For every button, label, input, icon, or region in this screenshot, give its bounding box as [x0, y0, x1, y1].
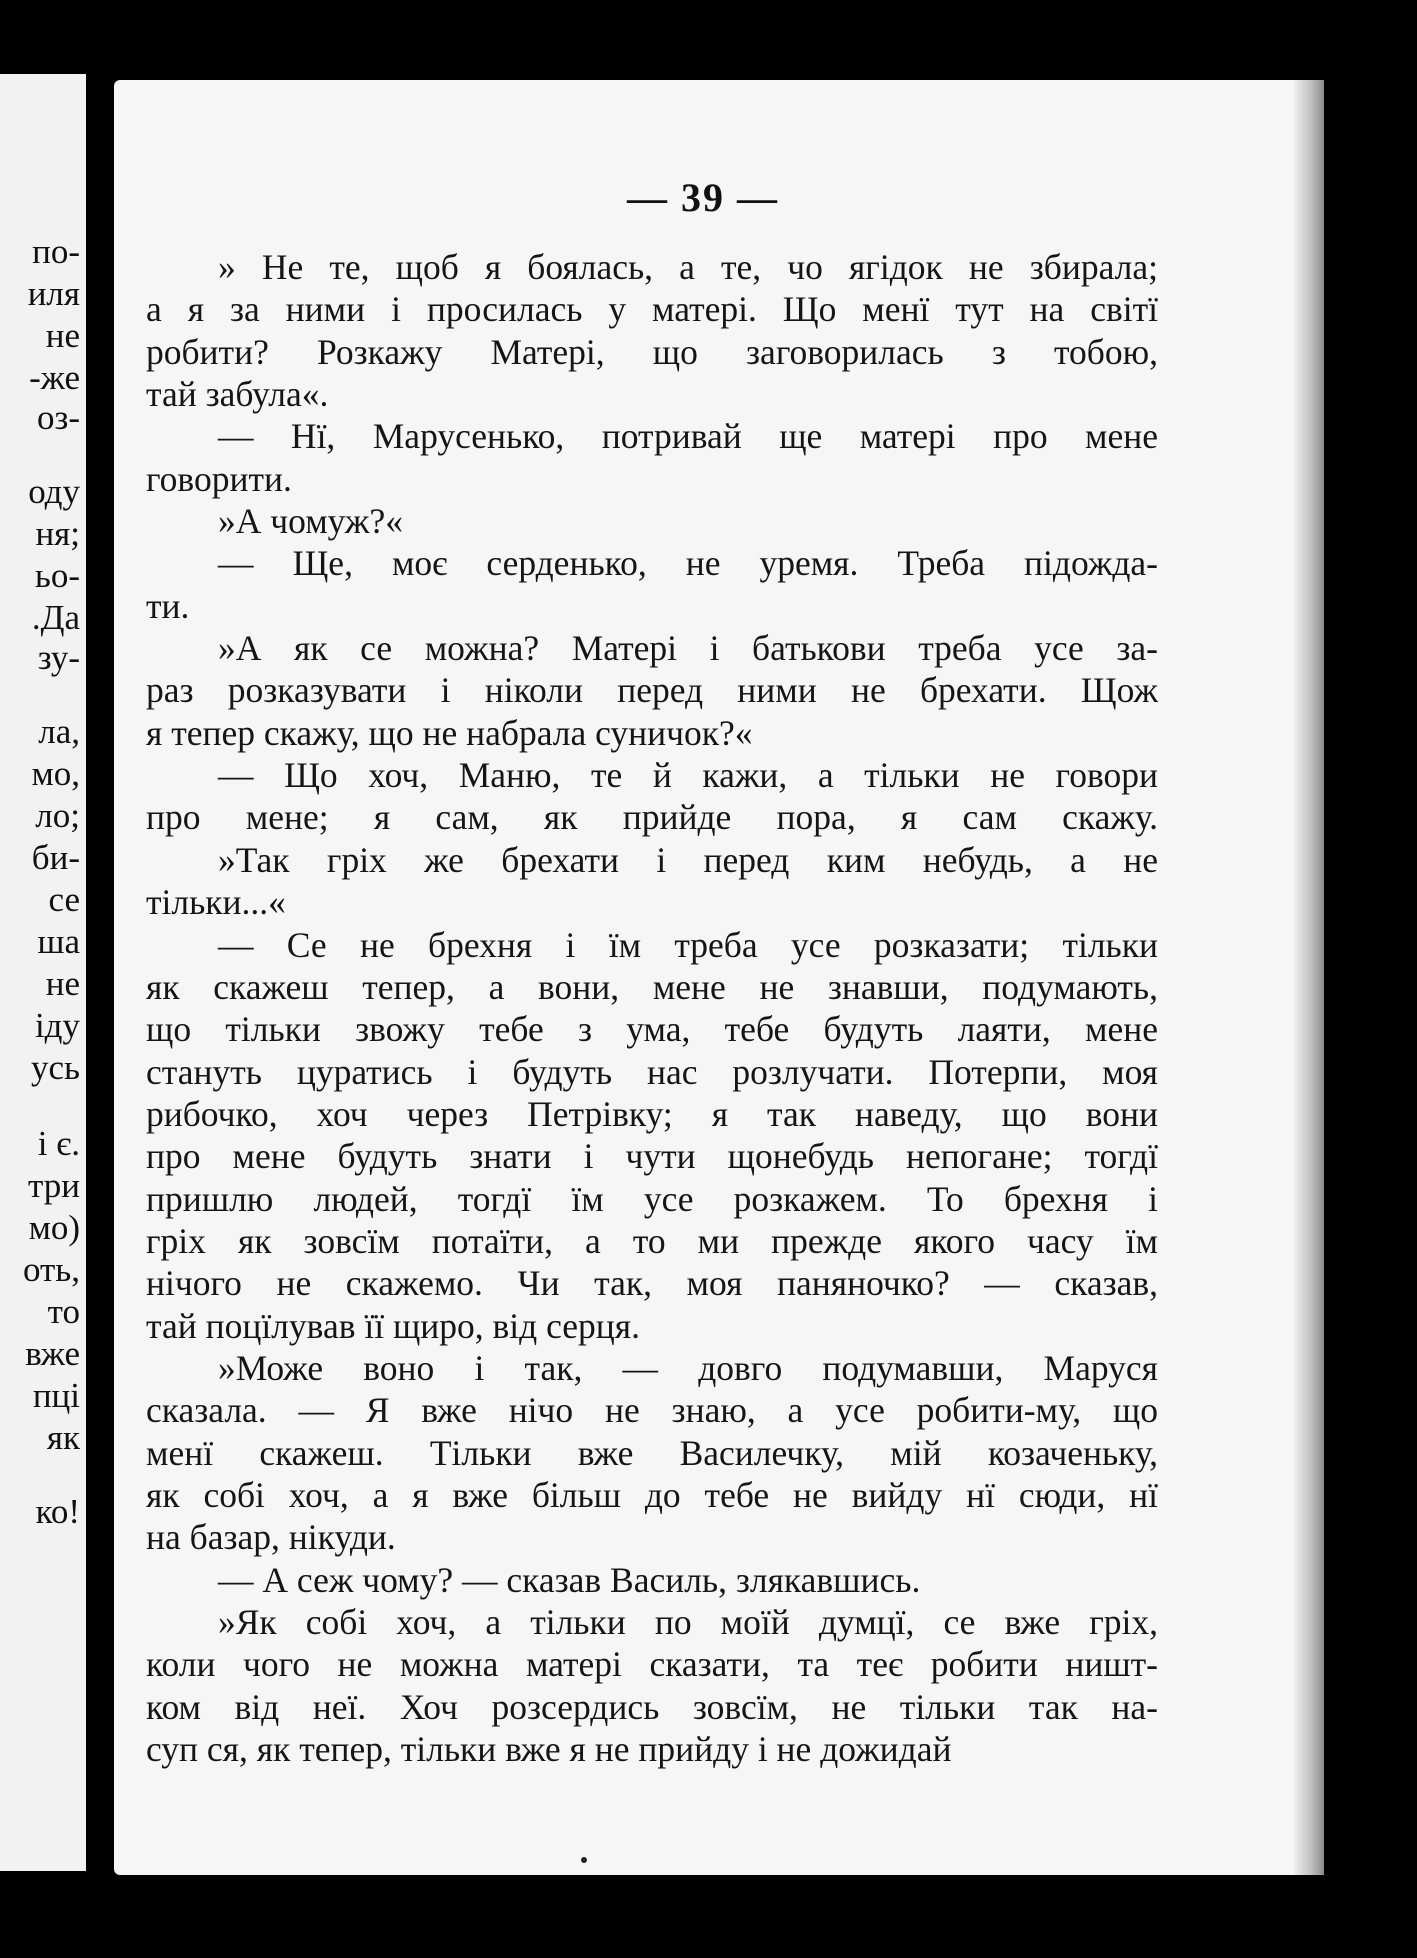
- text-line: тай поцїлував її щиро, від серця.: [146, 1305, 640, 1346]
- left-page-fragment: ша: [37, 922, 80, 961]
- left-page-fragment: оз-: [37, 398, 80, 437]
- text-line: що тільки звожу тебе з ума, тебе будуть лаяти, мене: [146, 1009, 1158, 1050]
- left-page-fragment: .Да: [31, 598, 80, 637]
- text-line: »А як се можна? Матері і батькови треба усе за-: [218, 628, 1158, 669]
- book-page: [114, 80, 1324, 1875]
- text-line: як скажеш тепер, а вони, мене не знавши, подумають,: [146, 966, 1158, 1007]
- text-line: »Так гріх же брехати і перед ким небудь, а не: [218, 839, 1158, 880]
- page-edge: [1294, 80, 1324, 1875]
- text-line: тай забула«.: [146, 374, 329, 415]
- text-line: гріх як зовсїм потаїти, а то ми прежде якого часу їм: [146, 1220, 1158, 1261]
- page-text: [146, 246, 1158, 1770]
- text-line: коли чого не можна матері сказати, та теє робити ништ-: [146, 1644, 1158, 1685]
- text-line: як собі хоч, а я вже більш до тебе не вийду нї сюди, нї: [146, 1474, 1158, 1515]
- text-line: — Ще, моє серденько, не уремя. Треба підождa-: [218, 543, 1158, 584]
- text-line: про мене; я сам, як прийде пора, я сам скажу.: [146, 797, 1158, 838]
- left-page-fragment: по-: [32, 232, 80, 271]
- text-line: »Як собі хоч, а тільки по моїй думцї, се вже гріх,: [218, 1602, 1158, 1642]
- left-page-fragment: зу-: [37, 638, 80, 677]
- text-line: менї скажеш. Тільки вже Василечку, мій козаченьку,: [146, 1432, 1158, 1473]
- text-line: — А сеж чому? — сказав Василь, злякавшись.: [218, 1559, 921, 1600]
- text-line: стануть цуратись і будуть нас розлучати. Потерпи, моя: [146, 1051, 1158, 1092]
- left-page-fragment: се: [48, 880, 80, 919]
- text-line: »А чомуж?«: [218, 501, 403, 542]
- left-page-fragment: три: [28, 1166, 80, 1205]
- text-line: »Може воно і так, — довго подумавши, Маруся: [218, 1347, 1158, 1388]
- text-line: ком від неї. Хоч розсердись зовсїм, не тільки так на-: [146, 1686, 1158, 1727]
- book-gutter: [86, 74, 114, 1871]
- left-page-fragment: усь: [31, 1048, 80, 1087]
- left-page-strip: [0, 74, 86, 1871]
- left-page-fragment: вже: [25, 1334, 80, 1373]
- printer-dot: [581, 1857, 587, 1863]
- page-number: — 39 —: [627, 175, 779, 220]
- left-page-fragment: мо): [28, 1208, 80, 1247]
- left-page-fragment: оть,: [22, 1250, 80, 1289]
- text-line: робити? Розкажу Матері, що заговорилась з тобою,: [146, 331, 1158, 372]
- left-page-fragment: ьо-: [34, 556, 80, 595]
- text-line: нічого не скажемо. Чи так, моя паняночко? — сказав,: [146, 1263, 1158, 1304]
- text-line: я тепер скажу, що не набрала суничок?«: [146, 712, 753, 753]
- left-page-fragment: і є.: [37, 1124, 80, 1163]
- left-page-fragment: іду: [34, 1006, 80, 1045]
- left-page-fragment: би-: [31, 838, 80, 877]
- left-page-fragment: ло;: [35, 796, 80, 835]
- left-page-fragment: мо,: [31, 754, 80, 793]
- left-page-fragment: -же: [29, 358, 80, 397]
- text-line: » Не те, щоб я боялась, а те, чо ягідок не збирала;: [218, 247, 1158, 287]
- text-line: сказала. — Я вже нічо не знаю, а усе робити-му, що: [146, 1390, 1158, 1431]
- left-page-fragment: пці: [32, 1376, 80, 1415]
- text-line: — Се не брехня і їм треба усе розказати; тільки: [218, 924, 1158, 965]
- text-line: суп ся, як тепер, тільки вже я не прийду і не дожидай: [146, 1729, 952, 1770]
- left-page-fragment: иля: [27, 274, 80, 313]
- text-line: ти.: [146, 585, 190, 626]
- text-line: пришлю людей, тогдї їм усе розкажем. То брехня і: [146, 1178, 1158, 1219]
- left-page-fragment: оду: [28, 472, 80, 511]
- text-line: а я за ними і просилась у матері. Що менї тут на світї: [146, 289, 1158, 330]
- left-page-fragment: ко!: [35, 1492, 80, 1531]
- text-line: — Що хоч, Маню, те й кажи, а тільки не говори: [218, 755, 1158, 796]
- text-line: — Нї, Марусенько, потривай ще матері про мене: [218, 416, 1158, 457]
- left-page-fragment: ла,: [38, 712, 80, 751]
- text-line: на базар, нікуди.: [146, 1517, 396, 1558]
- text-line: про мене будуть знати і чути щонебудь непогане; тогдї: [146, 1136, 1158, 1177]
- left-page-fragment: то: [47, 1292, 80, 1331]
- left-page-fragment: не: [45, 316, 80, 355]
- text-line: тільки...«: [146, 882, 286, 923]
- text-line: говорити.: [146, 458, 292, 499]
- left-page-fragment: як: [46, 1418, 80, 1457]
- left-page-fragment: ня;: [35, 514, 80, 553]
- text-line: раз розказувати і ніколи перед ними не брехати. Щож: [146, 670, 1158, 711]
- text-line: рибочко, хоч через Петрівку; я так наведу, що вони: [146, 1093, 1158, 1134]
- left-page-fragment: не: [45, 964, 80, 1003]
